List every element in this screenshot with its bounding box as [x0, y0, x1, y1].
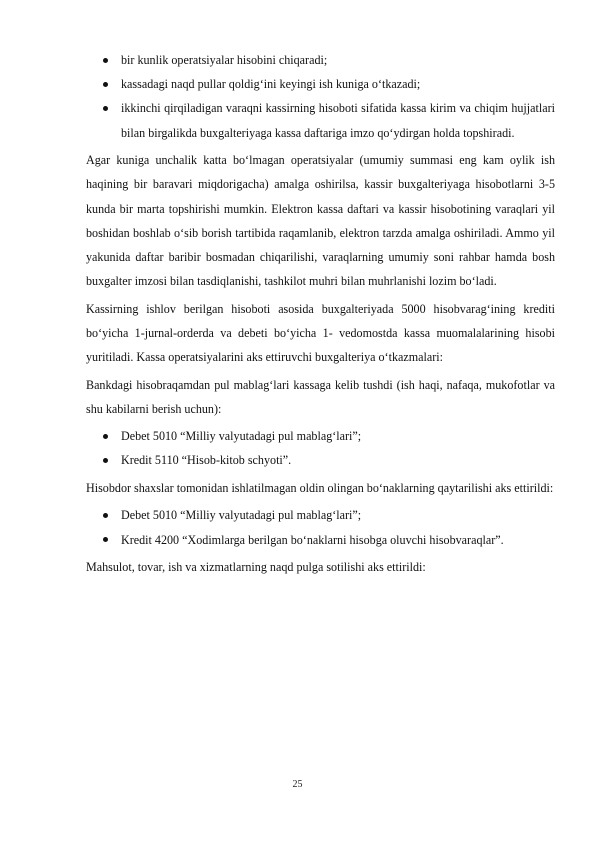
list-item-text: kassadagi naqd pullar qoldig‘ini keyingi ish kuniga o‘tkazadi; [121, 77, 421, 92]
paragraph: Hisobdor shaxslar tomonidan ishlatilmagan oldin olingan bo‘naklarning qaytarilishi aks ettirildi: [86, 480, 554, 495]
paragraph: Kassirning ishlov berilgan hisoboti asosida buxgalteriyada 5000 hisobvarag‘ining krediti bo‘yicha 1-jurnal-orderda va debeti bo‘yicha 1- vedomostda kassa muomalalarining hisobi yuritiladi. Kassa operatsiyalarini aks ettiruvchi buxgalteriya o‘tkazmalari: [86, 301, 555, 365]
bullet-list-2 [86, 424, 555, 472]
bullet-icon [103, 82, 108, 87]
list-item-text: bir kunlik operatsiyalar hisobini chiqaradi; [121, 53, 328, 67]
paragraph: Mahsulot, tovar, ish va xizmatlarning naqd pulga sotilishi aks ettirildi: [86, 560, 426, 575]
list-item [86, 96, 555, 144]
list-item [86, 503, 555, 527]
list-item-text: Kredit 5110 “Hisob-kitob schyoti”. [121, 453, 292, 468]
list-item-text: Debet 5010 “Milliy valyutadagi pul mablag‘lari”; [121, 429, 362, 444]
page-content [86, 48, 555, 583]
paragraph: Agar kuniga unchalik katta bo‘lmagan operatsiyalar (umumiy summasi eng kam oylik ish haqining bir baravari miqdorigacha) amalga oshirilsa, kassir buxgalteriyaga hisobotlarni 3-5 kunda bir marta topshirishi mumkin. Elektron kassa daftari va kassir hisobotining varaqlari yil boshidan boshlab o‘sib borish tartibida raqamlanib, elektron tarzda amalga oshiriladi. Ammo yil yakunida daftar baribir bosmadan chiqarilishi, varaqlarning umumiy soni rahbar hamda bosh buxgalter imzosi bilan tasdiqlanishi, tashkilot muhri bilan muhrlanishi lozim bo‘ladi. [86, 153, 555, 289]
bullet-icon [103, 513, 108, 518]
bullet-icon [103, 58, 108, 63]
bullet-list-3 [86, 503, 555, 551]
list-item [86, 448, 555, 472]
list-item [86, 48, 555, 72]
list-item [86, 72, 555, 96]
bullet-icon [103, 106, 108, 111]
list-item-text: Debet 5010 “Milliy valyutadagi pul mablag‘lari”; [121, 508, 362, 523]
list-item [86, 424, 555, 448]
bullet-icon [103, 458, 108, 463]
bullet-icon [103, 434, 108, 439]
list-item-text: ikkinchi qirqiladigan varaqni kassirning hisoboti sifatida kassa kirim va chiqim hujjatlari bilan birgalikda buxgalteriyaga kassa daftariga imzo qo‘ydirgan holda topshiradi. [121, 101, 555, 140]
paragraph: Bankdagi hisobraqamdan pul mablag‘lari kassaga kelib tushdi (ish haqi, nafaqa, mukofotlar va shu kabilarni berish uchun): [86, 377, 555, 416]
list-item-text: Kredit 4200 “Xodimlarga berilgan bo‘naklarni hisobga oluvchi hisobvaraqlar”. [121, 532, 504, 547]
list-item [86, 528, 555, 552]
page-number: 25 [292, 779, 303, 790]
bullet-icon [103, 537, 108, 542]
bullet-list-1 [86, 48, 555, 145]
